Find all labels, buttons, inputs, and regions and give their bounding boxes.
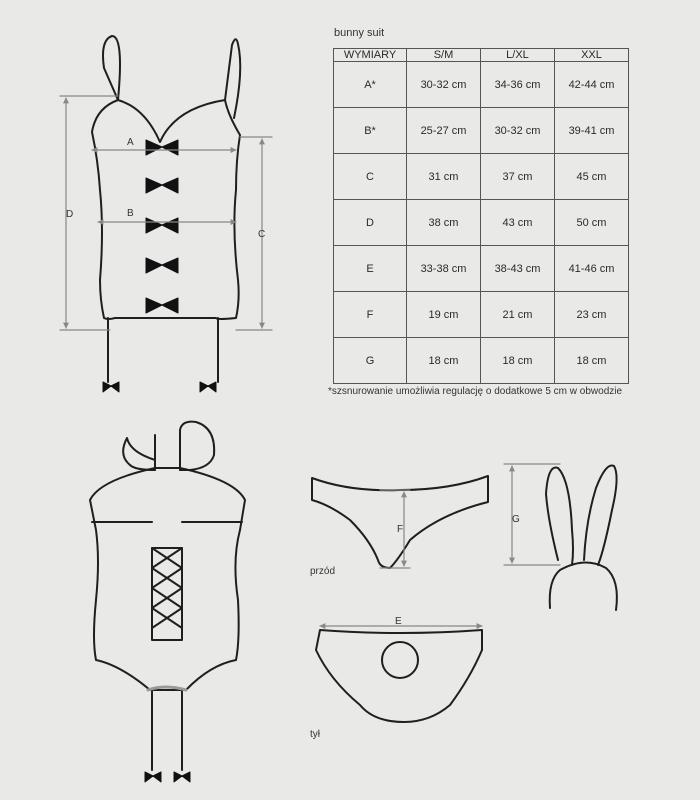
row-label: A* xyxy=(334,62,407,108)
table-cell: 45 cm xyxy=(555,154,629,200)
table-cell: 18 cm xyxy=(555,338,629,384)
table-cell: 37 cm xyxy=(481,154,555,200)
dimension-label-f: F xyxy=(397,524,404,535)
footnote: *szsnurowanie umożliwia regulację o dodatkowe 5 cm w obwodzie xyxy=(328,386,623,397)
table-cell: 19 cm xyxy=(407,292,481,338)
table-cell: 43 cm xyxy=(481,200,555,246)
table-cell: 31 cm xyxy=(407,154,481,200)
dimension-label-a: A xyxy=(127,137,134,148)
table-cell: 38 cm xyxy=(407,200,481,246)
table-cell: 50 cm xyxy=(555,200,629,246)
row-label: F xyxy=(334,292,407,338)
bunny-ears-drawing xyxy=(546,465,617,610)
back-view-label: tył xyxy=(310,729,320,740)
table-cell: 41-46 cm xyxy=(555,246,629,292)
back-panties-drawing xyxy=(316,630,482,722)
table-cell: 39-41 cm xyxy=(555,108,629,154)
row-label: D xyxy=(334,200,407,246)
dimension-label-e: E xyxy=(395,616,402,627)
front-view-label: przód xyxy=(310,566,336,577)
table-cell: 42-44 cm xyxy=(555,62,629,108)
bow-icon xyxy=(103,140,216,392)
dimension-label-b: B xyxy=(127,208,134,219)
row-label: C xyxy=(334,154,407,200)
table-cell: 18 cm xyxy=(481,338,555,384)
table-cell: 30-32 cm xyxy=(407,62,481,108)
front-bodysuit-drawing xyxy=(92,36,240,382)
dimension-lines xyxy=(380,490,410,568)
table-cell: 30-32 cm xyxy=(481,108,555,154)
row-label: E xyxy=(334,246,407,292)
header-cell: L/XL xyxy=(481,49,555,62)
dimension-label-g: G xyxy=(512,514,520,525)
back-bodysuit-drawing xyxy=(90,422,245,770)
table-cell: 34-36 cm xyxy=(481,62,555,108)
dimension-label-c: C xyxy=(258,229,266,240)
header-cell: WYMIARY xyxy=(334,49,407,62)
header-cell: XXL xyxy=(555,49,629,62)
row-label: G xyxy=(334,338,407,384)
table-cell: 33-38 cm xyxy=(407,246,481,292)
table-cell: 21 cm xyxy=(481,292,555,338)
row-label: B* xyxy=(334,108,407,154)
table-cell: 23 cm xyxy=(555,292,629,338)
table-cell: 25-27 cm xyxy=(407,108,481,154)
product-title: bunny suit xyxy=(334,27,385,39)
header-cell: S/M xyxy=(407,49,481,62)
table-cell: 18 cm xyxy=(407,338,481,384)
table-cell: 38-43 cm xyxy=(481,246,555,292)
dimension-label-d: D xyxy=(66,209,74,220)
bow-icon xyxy=(145,772,190,782)
